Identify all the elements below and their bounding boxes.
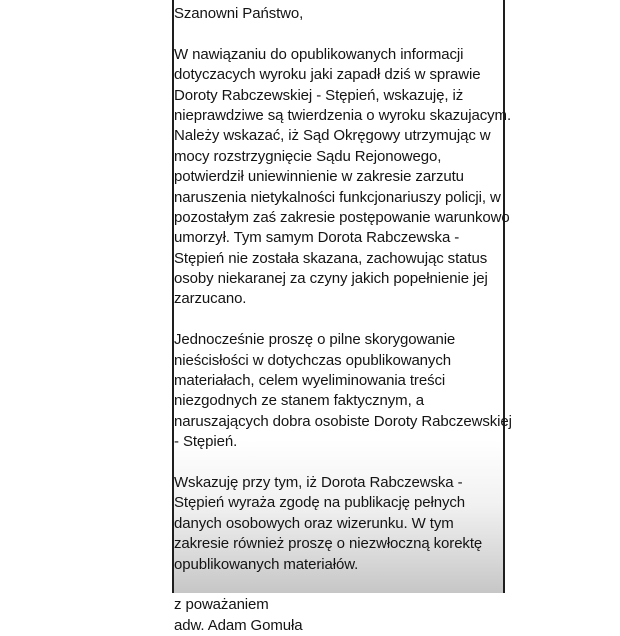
paragraph-correction-notice: [174, 45, 534, 310]
text-line: opublikowanych materiałów.: [174, 555, 359, 573]
text-line: naruszenia nietykalności funkcjonariuszy policji, w: [174, 188, 501, 206]
signature: adw. Adam Gomuła: [174, 616, 303, 634]
greeting: Szanowni Państwo,: [174, 5, 304, 22]
text-line: Doroty Rabczewskiej - Stępień, wskazuję, iż: [174, 86, 464, 104]
paragraph-gap: [174, 24, 534, 44]
text-line: danych osobowych oraz wizerunku. W tym: [174, 514, 454, 532]
text-line: materiałach, celem wyeliminowania treści: [174, 372, 446, 390]
text-line: Jednocześnie proszę o pilne skorygowanie: [174, 331, 456, 349]
text-line: - Stępień.: [174, 433, 238, 451]
paragraph-gap: [174, 575, 534, 595]
paragraph-gap: [174, 453, 534, 473]
closing: z poważaniem: [174, 596, 269, 614]
text-line: Należy wskazać, iż Sąd Okręgowy utrzymując w: [174, 127, 491, 145]
text-line: Stępień nie została skazana, zachowując status: [174, 249, 488, 267]
text-line: mocy rozstrzygnięcie Sądu Rejonowego,: [174, 147, 442, 165]
text-line: W nawiązaniu do opublikowanych informacji: [174, 45, 464, 63]
paragraph-correction-request: [174, 330, 534, 452]
letter-screenshot: [172, 0, 512, 634]
text-line: zarzucano.: [174, 290, 247, 308]
text-line: potwierdził uniewinnienie w zakresie zarzutu: [174, 168, 464, 186]
text-line: umorzył. Tym samym Dorota Rabczewska -: [174, 229, 460, 247]
text-line: pozostałym zaś zakresie postępowanie warunkowo: [174, 208, 510, 226]
paragraph-gap: [174, 310, 534, 330]
text-line: osoby niekaranej za czyny jakich popełnienie jej: [174, 270, 488, 288]
paragraph-consent: [174, 473, 534, 575]
text-line: zakresie również proszę o niezwłoczną korektę: [174, 535, 483, 553]
text-line: nieścisłości w dotychczas opublikowanych: [174, 351, 451, 369]
letter-body: [174, 4, 534, 636]
text-line: niezgodnych ze stanem faktycznym, a: [174, 392, 424, 410]
text-line: dotyczacych wyroku jaki zapadł dziś w sprawie: [174, 66, 481, 84]
text-line: nieprawdziwe są twierdzenia o wyroku skazujacym.: [174, 106, 512, 124]
text-line: Stępień wyraża zgodę na publikację pełnych: [174, 494, 465, 512]
text-line: naruszających dobra osobiste Doroty Rabczewskiej: [174, 412, 512, 430]
text-line: Wskazuję przy tym, iż Dorota Rabczewska -: [174, 473, 463, 491]
